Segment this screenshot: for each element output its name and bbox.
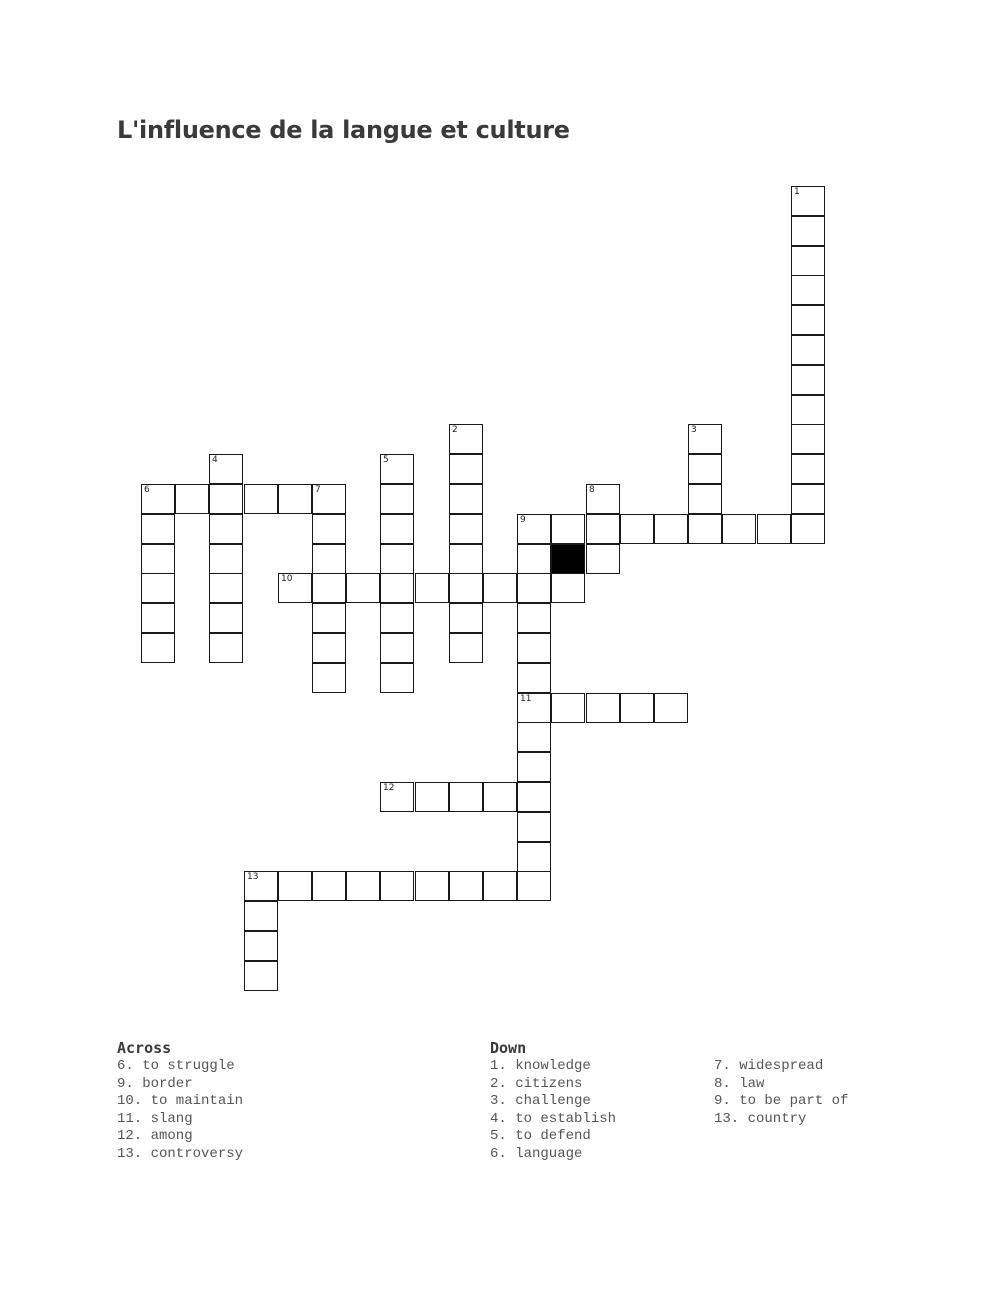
grid-cell[interactable] <box>244 931 278 961</box>
grid-cell[interactable] <box>449 633 483 663</box>
grid-cell[interactable] <box>791 335 825 365</box>
grid-cell[interactable] <box>791 246 825 276</box>
across-clue: 13. controversy <box>117 1145 244 1162</box>
grid-cell[interactable] <box>791 275 825 305</box>
grid-cell[interactable] <box>517 842 551 872</box>
grid-cell[interactable] <box>791 305 825 335</box>
grid-cell[interactable] <box>688 484 722 514</box>
grid-cell[interactable] <box>380 484 414 514</box>
grid-cell[interactable] <box>415 871 449 901</box>
grid-cell[interactable] <box>517 812 551 842</box>
grid-cell[interactable] <box>449 544 483 574</box>
grid-cell[interactable] <box>791 186 825 216</box>
grid-cell[interactable] <box>209 633 243 663</box>
grid-cell[interactable] <box>380 603 414 633</box>
grid-cell[interactable] <box>586 484 620 514</box>
down-clue-list-1 <box>490 1058 616 1164</box>
grid-cell[interactable] <box>483 871 517 901</box>
grid-cell[interactable] <box>654 693 688 723</box>
grid-cell[interactable] <box>380 573 414 603</box>
grid-cell[interactable] <box>312 544 346 574</box>
down-clue: 2. citizens <box>490 1075 583 1092</box>
grid-cell[interactable] <box>791 395 825 425</box>
clue-number: 5 <box>383 455 389 465</box>
down-clue: 7. widespread <box>714 1058 824 1074</box>
grid-cell[interactable] <box>312 633 346 663</box>
down-heading: Down <box>490 1039 527 1057</box>
grid-cell[interactable] <box>688 454 722 484</box>
grid-cell[interactable] <box>380 782 414 812</box>
grid-cell[interactable] <box>312 603 346 633</box>
down-clue-list-2 <box>714 1058 848 1128</box>
grid-cell[interactable] <box>175 484 209 514</box>
across-clue: 10. to maintain <box>117 1093 244 1110</box>
grid-cell[interactable] <box>688 514 722 544</box>
grid-cell[interactable] <box>483 782 517 812</box>
grid-cell[interactable] <box>449 514 483 544</box>
grid-cell[interactable] <box>209 484 243 514</box>
grid-cell[interactable] <box>209 573 243 603</box>
grid-cell[interactable] <box>380 633 414 663</box>
grid-cell[interactable] <box>312 663 346 693</box>
grid-cell[interactable] <box>449 454 483 484</box>
grid-cell[interactable] <box>380 663 414 693</box>
grid-cell[interactable] <box>312 573 346 603</box>
grid-cell[interactable] <box>209 514 243 544</box>
grid-cell[interactable] <box>449 573 483 603</box>
grid-cell[interactable] <box>278 573 312 603</box>
down-clue: 1. knowledge <box>490 1058 591 1074</box>
grid-cell[interactable] <box>551 693 585 723</box>
grid-cell[interactable] <box>517 663 551 693</box>
grid-cell[interactable] <box>791 454 825 484</box>
clue-number: 12 <box>383 783 395 793</box>
grid-cell[interactable] <box>380 514 414 544</box>
grid-cell[interactable] <box>449 782 483 812</box>
grid-cell[interactable] <box>586 693 620 723</box>
blocked-cell <box>551 544 585 574</box>
grid-cell[interactable] <box>209 603 243 633</box>
grid-cell[interactable] <box>517 722 551 752</box>
grid-cell[interactable] <box>141 484 175 514</box>
grid-cell[interactable] <box>517 573 551 603</box>
across-clue: 6. to struggle <box>117 1058 235 1074</box>
grid-cell[interactable] <box>757 514 791 544</box>
grid-cell[interactable] <box>380 544 414 574</box>
grid-cell[interactable] <box>586 544 620 574</box>
grid-cell[interactable] <box>620 514 654 544</box>
grid-cell[interactable] <box>791 484 825 514</box>
grid-cell[interactable] <box>586 514 620 544</box>
grid-cell[interactable] <box>791 424 825 454</box>
grid-cell[interactable] <box>244 901 278 931</box>
grid-cell[interactable] <box>449 871 483 901</box>
grid-cell[interactable] <box>141 514 175 544</box>
grid-cell[interactable] <box>517 633 551 663</box>
grid-cell[interactable] <box>654 514 688 544</box>
grid-cell[interactable] <box>415 782 449 812</box>
grid-cell[interactable] <box>449 603 483 633</box>
down-clue: 9. to be part of <box>714 1093 849 1110</box>
grid-cell[interactable] <box>791 365 825 395</box>
grid-cell[interactable] <box>517 603 551 633</box>
grid-cell[interactable] <box>346 573 380 603</box>
grid-cell[interactable] <box>141 603 175 633</box>
clue-number: 3 <box>691 425 697 435</box>
across-heading: Across <box>117 1039 172 1057</box>
grid-cell[interactable] <box>209 544 243 574</box>
grid-cell[interactable] <box>312 484 346 514</box>
grid-cell[interactable] <box>380 454 414 484</box>
grid-cell[interactable] <box>722 514 756 544</box>
grid-cell[interactable] <box>791 514 825 544</box>
grid-cell[interactable] <box>483 573 517 603</box>
grid-cell[interactable] <box>278 484 312 514</box>
grid-cell[interactable] <box>141 544 175 574</box>
grid-cell[interactable] <box>312 514 346 544</box>
grid-cell[interactable] <box>346 871 380 901</box>
down-clue: 4. to establish <box>490 1110 617 1127</box>
grid-cell[interactable] <box>449 484 483 514</box>
clue-number: 4 <box>212 455 218 465</box>
grid-cell[interactable] <box>141 633 175 663</box>
clue-number: 2 <box>452 425 458 435</box>
grid-cell[interactable] <box>517 871 551 901</box>
down-clue: 6. language <box>490 1145 583 1162</box>
grid-cell[interactable] <box>449 424 483 454</box>
across-clue: 9. border <box>117 1075 193 1092</box>
grid-cell[interactable] <box>380 871 414 901</box>
clue-number: 8 <box>589 485 595 495</box>
grid-cell[interactable] <box>517 514 551 544</box>
grid-cell[interactable] <box>791 216 825 246</box>
down-clue: 13. country <box>714 1110 807 1127</box>
grid-cell[interactable] <box>517 544 551 574</box>
clue-number: 10 <box>281 574 293 584</box>
down-clue: 5. to defend <box>490 1128 591 1145</box>
grid-cell[interactable] <box>415 573 449 603</box>
grid-cell[interactable] <box>688 424 722 454</box>
grid-cell[interactable] <box>517 752 551 782</box>
down-clue: 3. challenge <box>490 1093 591 1110</box>
grid-cell[interactable] <box>517 782 551 812</box>
grid-cell[interactable] <box>244 484 278 514</box>
across-clue: 12. among <box>117 1128 193 1145</box>
clue-number: 7 <box>315 485 321 495</box>
page-title: L'influence de la langue et culture <box>117 116 570 144</box>
grid-cell[interactable] <box>209 454 243 484</box>
clue-number: 6 <box>144 485 150 495</box>
grid-cell[interactable] <box>244 961 278 991</box>
grid-cell[interactable] <box>620 693 654 723</box>
grid-cell[interactable] <box>551 573 585 603</box>
clue-number: 11 <box>520 694 532 704</box>
grid-cell[interactable] <box>517 693 551 723</box>
across-clue: 11. slang <box>117 1110 193 1127</box>
grid-cell[interactable] <box>551 514 585 544</box>
grid-cell[interactable] <box>278 871 312 901</box>
down-clue: 8. law <box>714 1075 765 1092</box>
across-clue-list <box>117 1058 243 1164</box>
grid-cell[interactable] <box>312 871 346 901</box>
clue-number: 9 <box>520 515 526 525</box>
clue-number: 1 <box>794 187 800 197</box>
grid-cell[interactable] <box>244 871 278 901</box>
grid-cell[interactable] <box>141 573 175 603</box>
clue-number: 13 <box>247 872 259 882</box>
